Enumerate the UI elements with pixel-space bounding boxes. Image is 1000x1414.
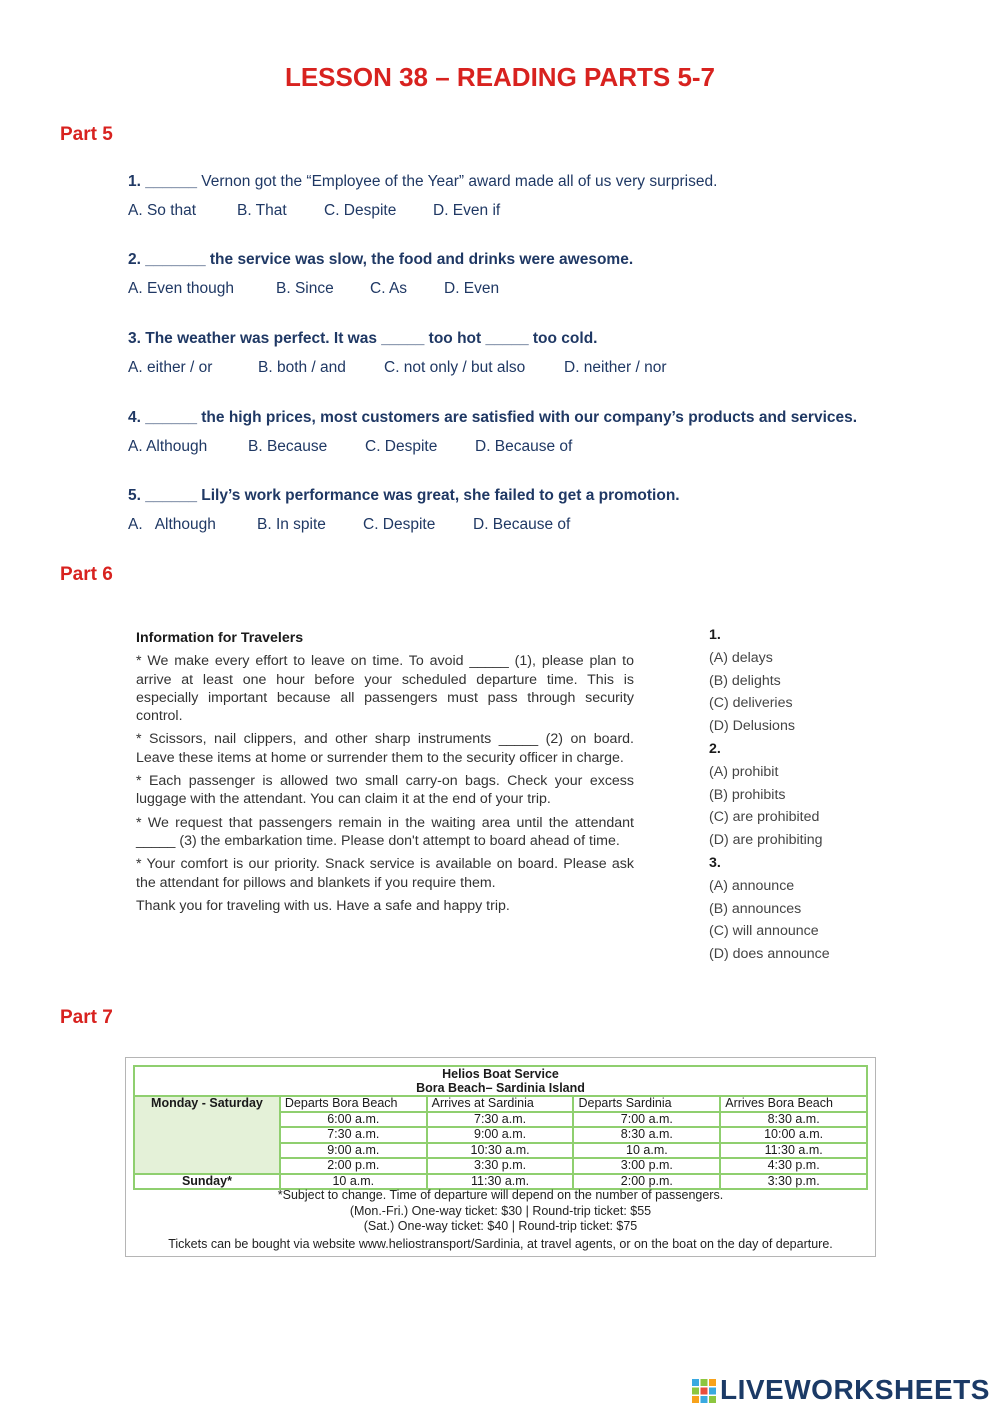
- part5-heading: Part 5: [60, 124, 113, 145]
- passage-heading: Information for Travelers: [136, 630, 304, 646]
- part6-answer-choices: [709, 624, 830, 966]
- table-cell: 7:30 a.m.: [280, 1127, 427, 1143]
- question-4: [128, 409, 857, 427]
- option[interactable]: B. both / and: [258, 359, 346, 376]
- question-stem: the high prices, most customers are satisfied with our company’s products and services.: [196, 409, 858, 426]
- option[interactable]: A. either / or: [128, 359, 213, 376]
- table-cell: 3:00 p.m.: [573, 1158, 720, 1174]
- logo-text: LIVEWORKSHEETS: [720, 1374, 990, 1405]
- column-header: Departs Sardinia: [573, 1096, 720, 1112]
- choice-option[interactable]: (C) are prohibited: [709, 809, 820, 826]
- table-cell: 2:00 p.m.: [280, 1158, 427, 1174]
- table-title: Helios Boat Service: [442, 1067, 559, 1081]
- choice-option[interactable]: (D) Delusions: [709, 718, 795, 735]
- column-header: Arrives Bora Beach: [720, 1096, 867, 1112]
- table-header-row: [134, 1096, 867, 1112]
- part6-heading: Part 6: [60, 564, 113, 585]
- option[interactable]: D. neither / nor: [564, 359, 667, 376]
- choice-option[interactable]: (A) prohibit: [709, 763, 779, 780]
- question-number: 5. ______: [128, 487, 197, 504]
- choice-option[interactable]: (C) will announce: [709, 923, 819, 940]
- table-cell: 3:30 p.m.: [427, 1158, 574, 1174]
- choice-option[interactable]: (D) are prohibiting: [709, 832, 823, 849]
- column-header: Departs Bora Beach: [280, 1096, 427, 1112]
- question-3: [128, 330, 597, 348]
- question-stem: Vernon got the “Employee of the Year” award made all of us very surprised.: [196, 173, 718, 190]
- option[interactable]: B. Since: [276, 280, 334, 297]
- table-cell: 8:30 a.m.: [573, 1127, 720, 1143]
- choice-option[interactable]: (D) does announce: [709, 946, 830, 963]
- question-number: 3.: [128, 330, 141, 347]
- option[interactable]: A. So that: [128, 202, 197, 219]
- option[interactable]: B. In spite: [257, 516, 326, 533]
- choice-option[interactable]: (A) announce: [709, 877, 795, 894]
- table-subtitle: Bora Beach– Sardinia Island: [416, 1081, 585, 1095]
- choice-number: 3.: [709, 854, 721, 871]
- page-title: LESSON 38 – READING PARTS 5-7: [284, 62, 716, 92]
- liveworksheets-logo: [692, 1374, 988, 1408]
- question-number: 2. _______: [128, 251, 206, 268]
- question-1: [128, 173, 717, 191]
- passage-paragraph: * Each passenger is allowed two small carry-on bags. Check your excess luggage with the attendant. You can claim it at the end of your trip.: [136, 773, 634, 808]
- table-cell: 9:00 a.m.: [280, 1143, 427, 1159]
- passage-paragraph: * We make every effort to leave on time. To avoid _____ (1), please plan to arrive at least one hour before your scheduled departure time. This is especially important because all passengers must pass through security control.: [136, 653, 634, 725]
- table-cell: 10:30 a.m.: [427, 1143, 574, 1159]
- choice-number: 2.: [709, 740, 721, 757]
- weekday-label: Monday - Saturday: [134, 1096, 280, 1174]
- table-title-cell: [134, 1066, 867, 1096]
- sunday-label: Sunday*: [134, 1174, 280, 1190]
- choice-option[interactable]: (B) prohibits: [709, 786, 786, 803]
- choice-option[interactable]: (B) delights: [709, 672, 781, 689]
- logo-grid-icon: [692, 1379, 716, 1403]
- table-cell: 11:30 a.m.: [720, 1143, 867, 1159]
- travelers-info-passage: [136, 629, 634, 920]
- question-number: 1. ______: [128, 173, 197, 190]
- choice-option[interactable]: (B) announces: [709, 900, 802, 917]
- option[interactable]: B. That: [237, 202, 287, 219]
- passage-paragraph: * We request that passengers remain in the waiting area until the attendant _____ (3) the embarkation time. Please don't attempt to board ahead of time.: [136, 814, 634, 849]
- table-cell: 6:00 a.m.: [280, 1112, 427, 1128]
- table-cell: 2:00 p.m.: [573, 1174, 720, 1190]
- table-cell: 7:30 a.m.: [427, 1112, 574, 1128]
- table-cell: 3:30 p.m.: [720, 1174, 867, 1190]
- choice-option[interactable]: (C) deliveries: [709, 695, 793, 712]
- option[interactable]: C. Despite: [365, 438, 438, 455]
- option[interactable]: D. Even if: [433, 202, 501, 219]
- question-stem: The weather was perfect. It was _____ too hot _____ too cold.: [140, 330, 598, 347]
- table-cell: 11:30 a.m.: [427, 1174, 574, 1190]
- table-cell: 10 a.m.: [573, 1143, 720, 1159]
- option[interactable]: C. Despite: [363, 516, 436, 533]
- table-cell: 9:00 a.m.: [427, 1127, 574, 1143]
- option[interactable]: D. Because of: [473, 516, 571, 533]
- option[interactable]: B. Because: [248, 438, 328, 455]
- schedule-note: *Subject to change. Time of departure will depend on the number of passengers.: [277, 1188, 724, 1202]
- choice-number: 1.: [709, 627, 721, 643]
- part7-heading: Part 7: [60, 1007, 113, 1028]
- table-cell: 10 a.m.: [280, 1174, 427, 1190]
- passage-paragraph: * Scissors, nail clippers, and other sharp instruments _____ (2) on board. Leave these items at home or surrender them to the security officer in charge.: [136, 731, 634, 766]
- passage-paragraph: * Your comfort is our priority. Snack service is available on board. Please ask the attendant for pillows and blankets if you require them.: [136, 856, 634, 891]
- table-row-sunday: [134, 1174, 867, 1190]
- question-number: 4. ______: [128, 409, 197, 426]
- table-cell: 7:00 a.m.: [573, 1112, 720, 1128]
- option[interactable]: C. not only / but also: [384, 359, 526, 376]
- question-stem: the service was slow, the food and drinks were awesome.: [205, 251, 634, 268]
- question-2: [128, 251, 633, 269]
- column-header: Arrives at Sardinia: [427, 1096, 574, 1112]
- boat-schedule-box: [125, 1057, 876, 1257]
- question-5: [128, 487, 680, 505]
- passage-paragraph: Thank you for traveling with us. Have a safe and happy trip.: [136, 897, 510, 914]
- choice-option[interactable]: (A) delays: [709, 649, 773, 666]
- schedule-note: Tickets can be bought via website www.heliostransport/Sardinia, at travel agents, or on the boat on the day of departure.: [168, 1237, 833, 1252]
- option[interactable]: D. Because of: [475, 438, 573, 455]
- boat-schedule-table: [133, 1065, 868, 1190]
- option[interactable]: A. Although: [128, 516, 216, 533]
- option[interactable]: D. Even: [444, 280, 500, 297]
- option[interactable]: C. As: [370, 280, 408, 297]
- schedule-notes: [126, 1188, 875, 1253]
- option[interactable]: A. Even though: [128, 280, 234, 297]
- table-cell: 8:30 a.m.: [720, 1112, 867, 1128]
- table-cell: 4:30 p.m.: [720, 1158, 867, 1174]
- table-cell: 10:00 a.m.: [720, 1127, 867, 1143]
- schedule-note: (Mon.-Fri.) One-way ticket: $30 | Round-trip ticket: $55: [349, 1203, 652, 1218]
- option[interactable]: A. Although: [128, 438, 208, 455]
- option[interactable]: C. Despite: [324, 202, 397, 219]
- question-stem: Lily’s work performance was great, she failed to get a promotion.: [196, 487, 680, 504]
- schedule-note: (Sat.) One-way ticket: $40 | Round-trip ticket: $75: [363, 1219, 638, 1234]
